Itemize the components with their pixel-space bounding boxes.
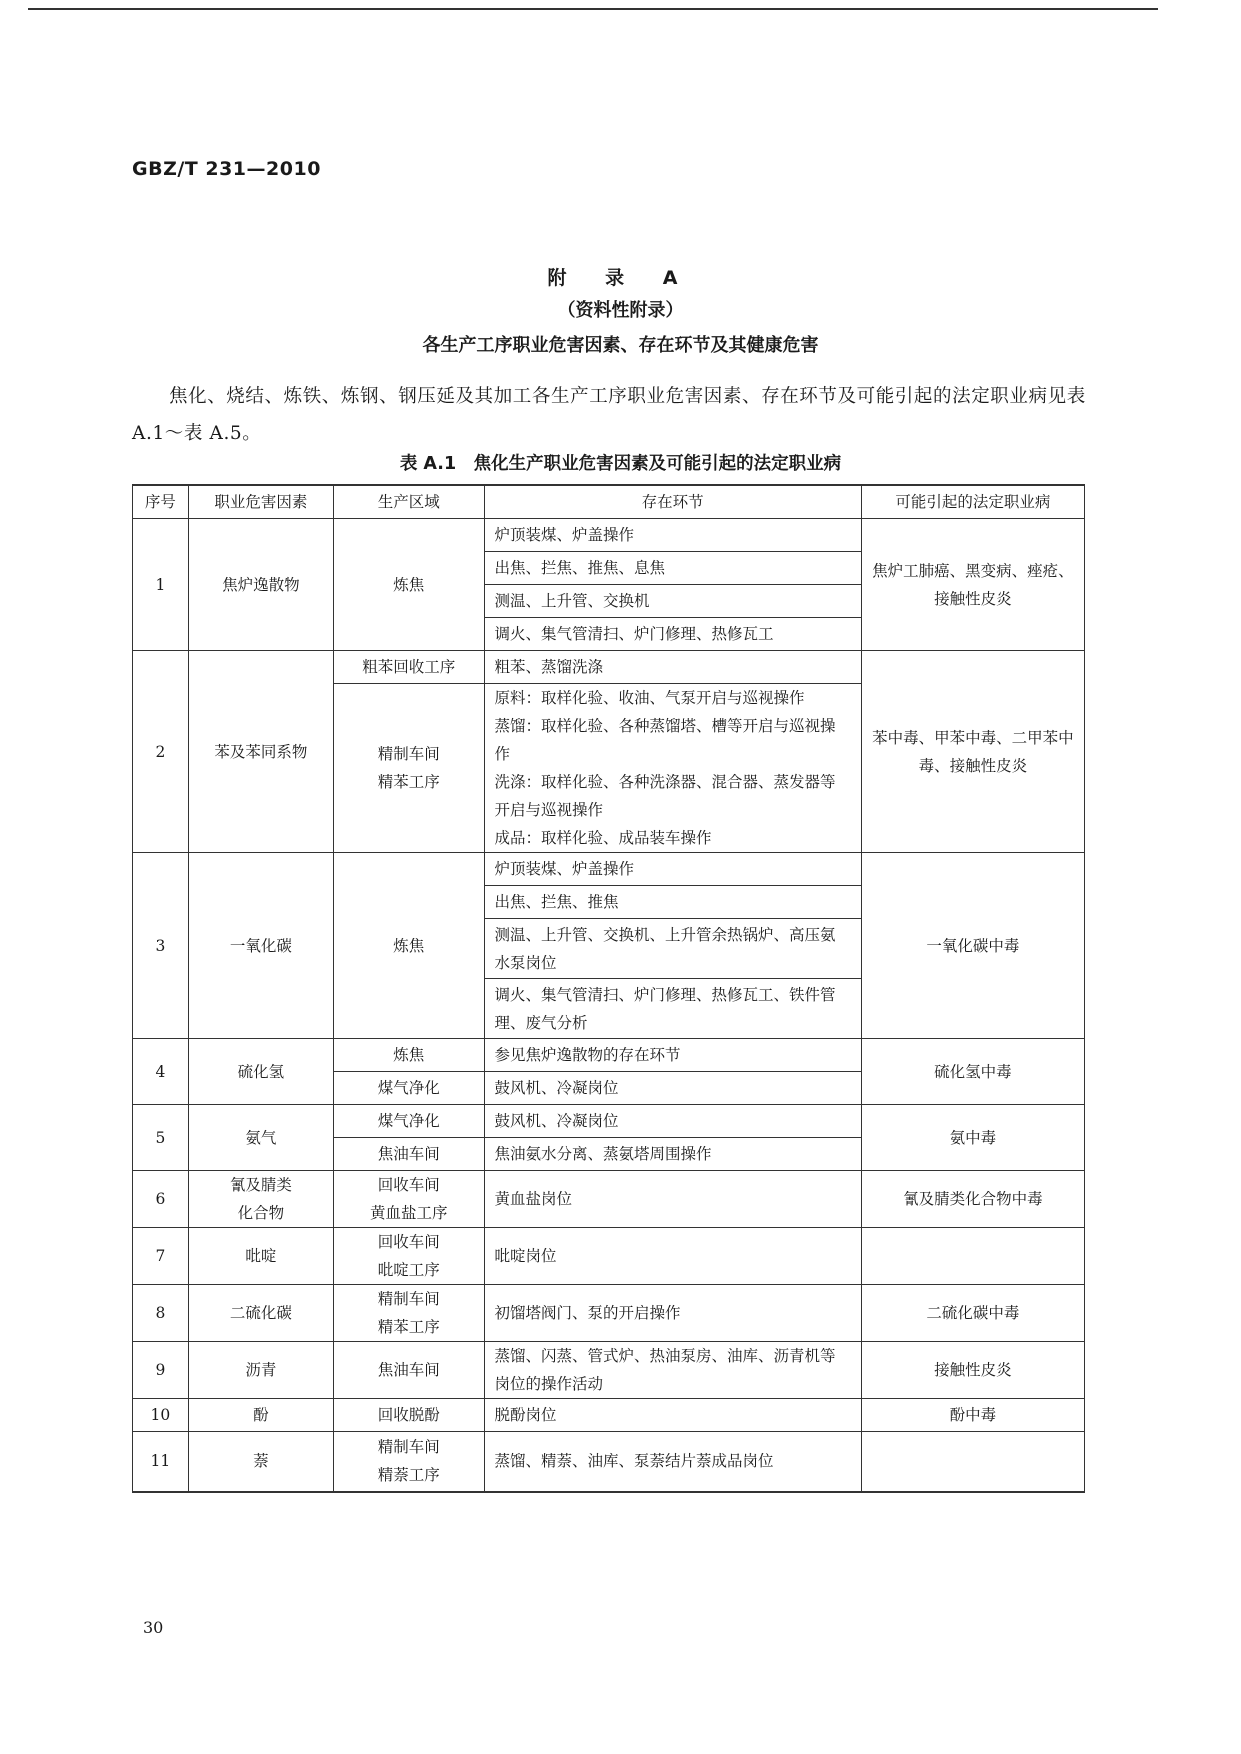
exposure-link: 出焦、拦焦、推焦、息焦 [484, 552, 861, 585]
exposure-link: 鼓风机、冷凝岗位 [484, 1072, 861, 1105]
hazard-factor: 氰及腈类 化合物 [188, 1171, 333, 1228]
production-area: 精制车间 精萘工序 [333, 1432, 484, 1492]
exposure-link: 炉顶装煤、炉盖操作 [484, 519, 861, 552]
exposure-link: 黄血盐岗位 [484, 1171, 861, 1228]
hazard-factor: 酚 [188, 1399, 333, 1432]
hazard-factor: 二硫化碳 [188, 1285, 333, 1342]
appendix-heading: 各生产工序职业危害因素、存在环节及其健康危害 [422, 335, 819, 356]
occupational-disease: 接触性皮炎 [861, 1342, 1084, 1399]
appendix-type: （资料性附录） [557, 300, 684, 321]
hazard-factor: 苯及苯同系物 [188, 651, 333, 853]
exposure-link: 吡啶岗位 [484, 1228, 861, 1285]
table-row [133, 1399, 1085, 1432]
exposure-link: 蒸馏、闪蒸、管式炉、热油泵房、油库、沥青机等岗位的操作活动 [484, 1342, 861, 1399]
table-row [133, 1342, 1085, 1399]
col-header-factor: 职业危害因素 [188, 485, 333, 519]
exposure-link: 脱酚岗位 [484, 1399, 861, 1432]
exposure-link: 鼓风机、冷凝岗位 [484, 1105, 861, 1138]
col-header-disease: 可能引起的法定职业病 [861, 485, 1084, 519]
row-number: 2 [133, 651, 189, 853]
col-header-link: 存在环节 [484, 485, 861, 519]
production-area: 焦油车间 [333, 1138, 484, 1171]
exposure-link: 粗苯、蒸馏洗涤 [484, 651, 861, 684]
exposure-link: 原料：取样化验、收油、气泵开启与巡视操作 蒸馏：取样化验、各种蒸馏塔、槽等开启与巡视操作 洗涤：取样化验、各种洗涤器、混合器、蒸发器等开启与巡视操作 成品：取样化验、成品装车操作 [484, 684, 861, 853]
exposure-link: 炉顶装煤、炉盖操作 [484, 853, 861, 886]
production-area: 回收脱酚 [333, 1399, 484, 1432]
table-caption: 表 A.1 焦化生产职业危害因素及可能引起的法定职业病 [399, 454, 842, 474]
row-number: 10 [133, 1399, 189, 1432]
table-row [133, 1171, 1085, 1228]
col-header-area: 生产区域 [333, 485, 484, 519]
occupational-disease: 焦炉工肺癌、黑变病、痤疮、接触性皮炎 [861, 519, 1084, 651]
table-row [133, 1105, 1085, 1138]
row-number: 1 [133, 519, 189, 651]
exposure-link: 调火、集气管清扫、炉门修理、热修瓦工 [484, 618, 861, 651]
row-number: 6 [133, 1171, 189, 1228]
exposure-link: 出焦、拦焦、推焦 [484, 886, 861, 919]
hazard-factor: 一氧化碳 [188, 853, 333, 1039]
production-area: 煤气净化 [333, 1072, 484, 1105]
production-area: 回收车间 黄血盐工序 [333, 1171, 484, 1228]
exposure-link: 初馏塔阀门、泵的开启操作 [484, 1285, 861, 1342]
occupational-disease: 一氧化碳中毒 [861, 853, 1084, 1039]
production-area: 炼焦 [333, 519, 484, 651]
table-row [133, 1285, 1085, 1342]
hazard-factor: 氨气 [188, 1105, 333, 1171]
production-area: 粗苯回收工序 [333, 651, 484, 684]
appendix-title: 附 录 A [547, 267, 694, 289]
production-area: 炼焦 [333, 853, 484, 1039]
occupational-disease [861, 1432, 1084, 1492]
production-area: 精制车间 精苯工序 [333, 1285, 484, 1342]
hazard-factor: 吡啶 [188, 1228, 333, 1285]
table-row [133, 1432, 1085, 1492]
production-area: 回收车间 吡啶工序 [333, 1228, 484, 1285]
table-row [133, 651, 1085, 684]
row-number: 7 [133, 1228, 189, 1285]
table-row [133, 1228, 1085, 1285]
production-area: 焦油车间 [333, 1342, 484, 1399]
hazard-table [132, 484, 1085, 1493]
occupational-disease: 氰及腈类化合物中毒 [861, 1171, 1084, 1228]
occupational-disease: 酚中毒 [861, 1399, 1084, 1432]
table-header-row [133, 485, 1085, 519]
row-number: 11 [133, 1432, 189, 1492]
exposure-link: 参见焦炉逸散物的存在环节 [484, 1039, 861, 1072]
intro-paragraph: 焦化、烧结、炼铁、炼钢、钢压延及其加工各生产工序职业危害因素、存在环节及可能引起的法定职业病见表 A.1～表 A.5。 [132, 386, 1086, 444]
table-row [133, 519, 1085, 552]
occupational-disease: 苯中毒、甲苯中毒、二甲苯中毒、接触性皮炎 [861, 651, 1084, 853]
production-area: 煤气净化 [333, 1105, 484, 1138]
exposure-link: 焦油氨水分离、蒸氨塔周围操作 [484, 1138, 861, 1171]
table-row [133, 1039, 1085, 1072]
row-number: 3 [133, 853, 189, 1039]
exposure-link: 调火、集气管清扫、炉门修理、热修瓦工、铁件管理、废气分析 [484, 979, 861, 1039]
row-number: 8 [133, 1285, 189, 1342]
occupational-disease: 硫化氢中毒 [861, 1039, 1084, 1105]
hazard-factor: 硫化氢 [188, 1039, 333, 1105]
hazard-factor: 焦炉逸散物 [188, 519, 333, 651]
row-number: 4 [133, 1039, 189, 1105]
row-number: 9 [133, 1342, 189, 1399]
page-number: 30 [143, 1618, 164, 1637]
occupational-disease: 二硫化碳中毒 [861, 1285, 1084, 1342]
col-header-no: 序号 [133, 485, 189, 519]
table-row [133, 853, 1085, 886]
exposure-link: 测温、上升管、交换机 [484, 585, 861, 618]
header-rule [28, 8, 1158, 10]
row-number: 5 [133, 1105, 189, 1171]
doc-number: GBZ/T 231—2010 [132, 158, 321, 180]
production-area: 精制车间 精苯工序 [333, 684, 484, 853]
exposure-link: 蒸馏、精萘、油库、泵萘结片萘成品岗位 [484, 1432, 861, 1492]
occupational-disease [861, 1228, 1084, 1285]
exposure-link: 测温、上升管、交换机、上升管余热锅炉、高压氨水泵岗位 [484, 919, 861, 979]
hazard-factor: 萘 [188, 1432, 333, 1492]
hazard-factor: 沥青 [188, 1342, 333, 1399]
occupational-disease: 氨中毒 [861, 1105, 1084, 1171]
production-area: 炼焦 [333, 1039, 484, 1072]
